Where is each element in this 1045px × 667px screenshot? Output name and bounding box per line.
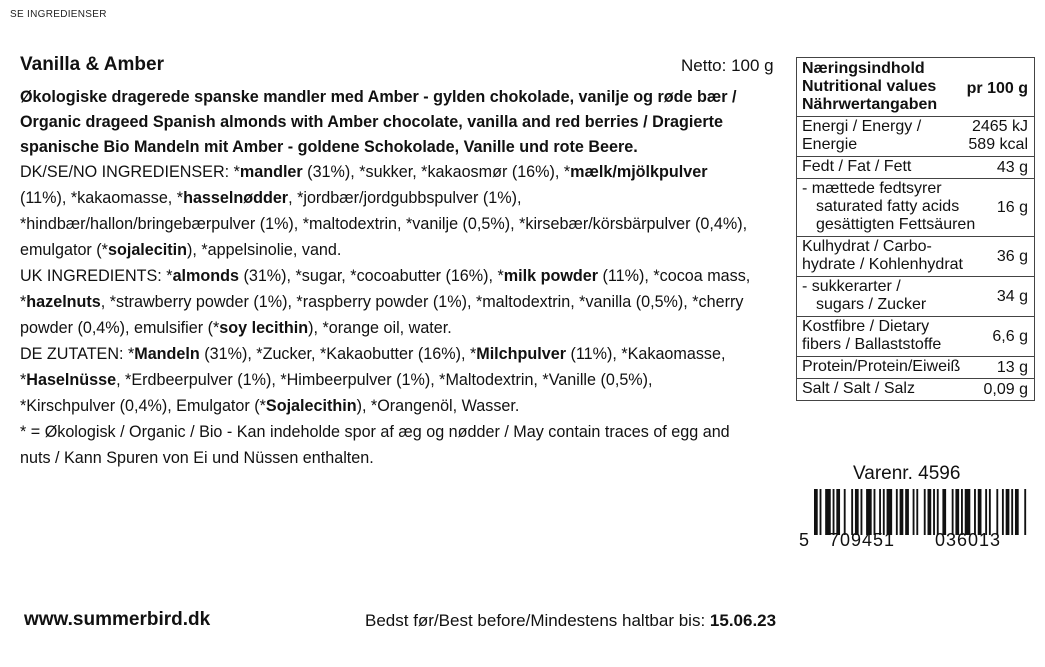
- ingredients-uk: [20, 263, 752, 341]
- allergen: almonds: [172, 266, 239, 285]
- nutrition-label: Kulhydrat / Carbo-: [802, 238, 932, 255]
- barcode-digits-left: 709451: [829, 530, 896, 550]
- nutrition-row-fibre: [797, 316, 1034, 356]
- nutrition-label: Energi / Energy /: [802, 118, 922, 135]
- nutrition-label: Fedt / Fat / Fett: [802, 158, 912, 175]
- item-number: Varenr. 4596: [853, 463, 961, 484]
- allergen: sojalecitin: [107, 240, 187, 259]
- nutrition-label: hydrate / Kohlenhydrat: [802, 256, 963, 273]
- nutrition-value: 589 kcal: [968, 136, 1028, 153]
- nutrition-header-de: Nährwertangaben: [802, 96, 938, 113]
- barcode-digits-right: 036013: [935, 530, 1002, 550]
- nutrition-value: 36 g: [996, 247, 1028, 265]
- nutrition-label: Salt / Salt / Salz: [802, 380, 915, 397]
- top-label: SE INGREDIENSER: [10, 9, 107, 20]
- ingredients-block: [20, 159, 752, 471]
- nutrition-value: 6,6 g: [992, 327, 1028, 345]
- nutrition-label: fibers / Ballaststoffe: [802, 336, 942, 353]
- nutrition-row-carbohydrate: [797, 236, 1034, 276]
- nutrition-value: 13 g: [996, 358, 1028, 376]
- ingredients-text: (31%), *sukker, *kakaosmør (16%), *: [302, 162, 571, 181]
- product-title: Vanilla & Amber: [20, 54, 164, 75]
- ingredients-uk-prefix: UK INGREDIENTS: *: [20, 266, 173, 285]
- ingredients-de: [20, 341, 752, 419]
- allergen: milk powder: [503, 266, 599, 285]
- label-text-block: [20, 84, 752, 471]
- allergen: Haselnüsse: [26, 370, 117, 389]
- allergen: soy lecithin: [219, 318, 309, 337]
- nutrition-label: Protein/Protein/Eiweiß: [802, 358, 961, 375]
- ingredients-text: (31%), *sugar, *cocoabutter (16%), *: [238, 266, 504, 285]
- ingredients-text: (11%), *Kakaomasse, *: [20, 344, 726, 389]
- best-before-date: 15.06.23: [709, 611, 777, 630]
- nutrition-row-fat: [797, 156, 1034, 178]
- nutrition-value: 0,09 g: [983, 380, 1028, 398]
- allergen: Mandeln: [134, 344, 200, 363]
- ingredients-text: , *strawberry powder (1%), *raspberry powder (1%), *maltodextrin, *vanilla (0,5%), *cherry powder (0,4%), emulsifier (*: [20, 292, 744, 337]
- nutrition-label: Kostfibre / Dietary: [802, 318, 930, 335]
- ingredients-dk-prefix: DK/SE/NO INGREDIENSER: *: [20, 162, 240, 181]
- ingredients-text: (11%), *cocoa mass, *: [20, 266, 751, 311]
- nutrition-row-saturated: [797, 178, 1034, 236]
- net-weight: Netto: 100 g: [681, 56, 774, 75]
- ingredients-de-prefix: DE ZUTATEN: *: [20, 344, 135, 363]
- nutrition-table: [796, 57, 1035, 401]
- nutrition-row-sugars: [797, 276, 1034, 316]
- allergen: mandler: [239, 162, 303, 181]
- nutrition-label: saturated fatty acids: [816, 198, 960, 215]
- allergen: hazelnuts: [26, 292, 101, 311]
- ingredients-text: ), *appelsinolie, vand.: [186, 240, 342, 259]
- product-description: Økologiske dragerede spanske mandler med Amber - gylden chokolade, vanilje og røde bær / Organic drageed Spanish almonds with Amber chocolate, vanilla and red berries / Dragierte spanische Bio Mandeln mit Amber - goldene Schokolade, Vanille und rote Beere.: [20, 87, 737, 156]
- best-before: [365, 611, 776, 631]
- best-before-label: Bedst før/Best before/Mindestens haltbar bis:: [365, 611, 706, 630]
- ingredients-text: , *Erdbeerpulver (1%), *Himbeerpulver (1%), *Maltodextrin, *Vanille (0,5%), *Kirschpulver (0,4%), Emulgator (*: [20, 370, 653, 415]
- nutrition-value: 43 g: [996, 158, 1028, 176]
- allergen: hasselnødder: [183, 188, 289, 207]
- ingredients-note: * = Økologisk / Organic / Bio - Kan indeholde spor af æg og nødder / May contain traces of egg and nuts / Kann Spuren von Ei und Nüssen enthalten.: [20, 422, 730, 467]
- nutrition-label: sugars / Zucker: [816, 296, 927, 313]
- nutrition-value: 16 g: [996, 198, 1028, 216]
- ingredients-text: ), *Orangenöl, Wasser.: [356, 396, 520, 415]
- ingredients-text: (11%), *kakaomasse, *: [20, 188, 184, 207]
- nutrition-header-en: Nutritional values: [802, 78, 937, 95]
- nutrition-header: [797, 58, 1034, 116]
- nutrition-row-energy: [797, 116, 1034, 156]
- barcode-digit-first: 5: [799, 530, 811, 550]
- website-url: www.summerbird.dk: [24, 609, 211, 630]
- nutrition-value: 34 g: [996, 287, 1028, 305]
- allergen: Sojalecithin: [265, 396, 357, 415]
- nutrition-header-dk: Næringsindhold: [802, 60, 925, 77]
- nutrition-label: - sukkerarter /: [802, 278, 901, 295]
- ingredients-dk: [20, 159, 752, 263]
- ingredients-text: , *jordbær/jordgubbspulver (1%), *hindbær/hallon/bringebærpulver (1%), *maltodextrin, *vanilje (0,5%), *kirsebær/körsbärpulver (0,4%), emulgator (*: [20, 188, 748, 259]
- ingredients-text: (31%), *Zucker, *Kakaobutter (16%), *: [199, 344, 477, 363]
- allergen: mælk/mjölkpulver: [570, 162, 708, 181]
- nutrition-row-salt: [797, 378, 1034, 400]
- nutrition-per-100g: pr 100 g: [966, 80, 1028, 97]
- ingredients-text: ), *orange oil, water.: [308, 318, 452, 337]
- allergen: Milchpulver: [476, 344, 566, 363]
- nutrition-value: 2465 kJ: [971, 118, 1028, 135]
- nutrition-label: gesättigten Fettsäuren: [816, 216, 976, 233]
- nutrition-label: - mættede fedtsyrer: [802, 180, 942, 197]
- barcode-icon: [814, 489, 1028, 535]
- nutrition-label: Energie: [802, 136, 858, 153]
- nutrition-row-protein: [797, 356, 1034, 378]
